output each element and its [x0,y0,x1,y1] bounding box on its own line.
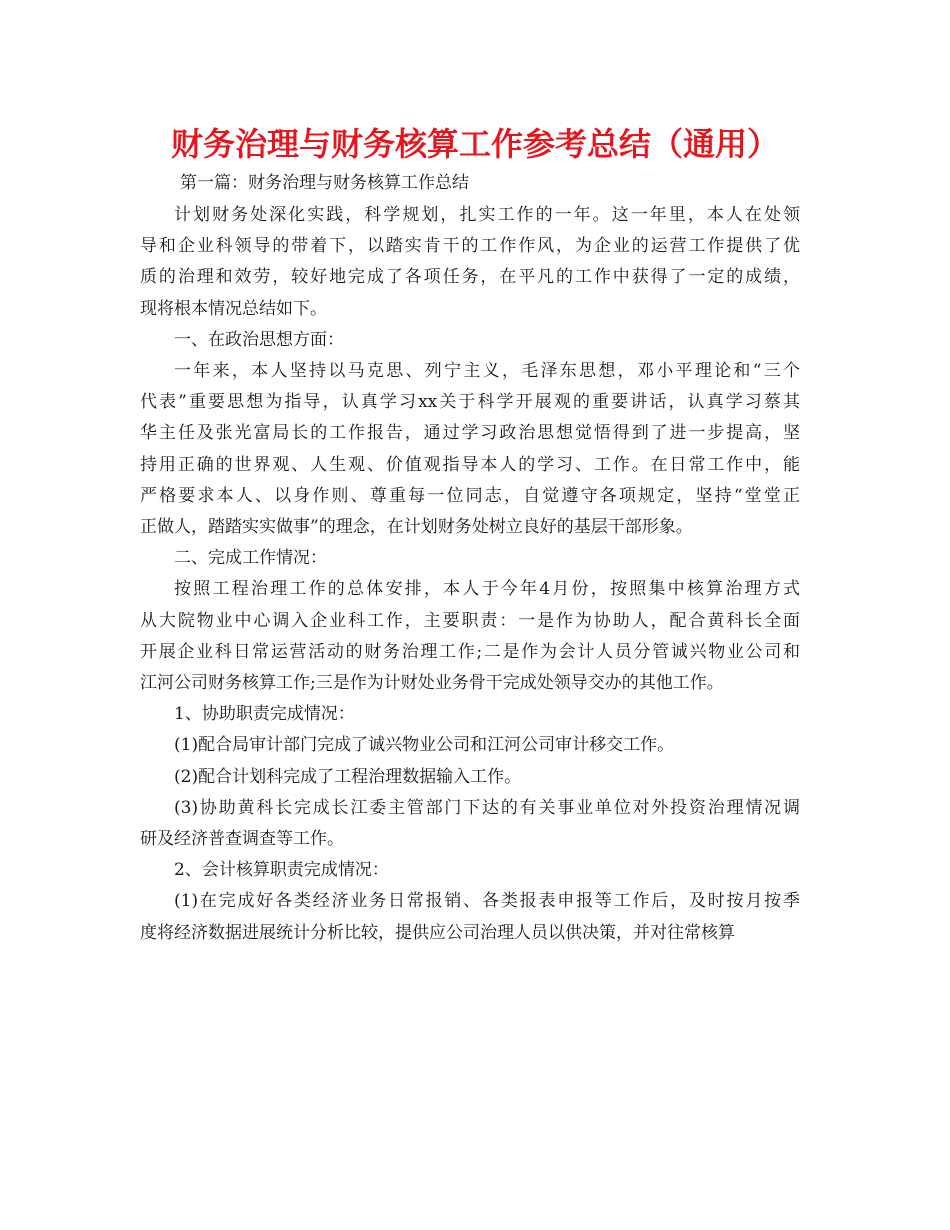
document-title: 财务治理与财务核算工作参考总结（通用） [170,125,779,163]
paragraph [140,543,800,574]
document-subtitle: 第一篇：财务治理与财务核算工作总结 [180,173,469,193]
paragraph-line: 1、协助职责完成情况： [174,704,355,725]
paragraph-line: (1)配合局审计部门完成了诚兴物业公司和江河公司审计移交工作。 [174,735,675,756]
paragraph [140,699,800,730]
paragraph [140,730,800,761]
paragraph-line: 华主任及张光富局长的工作报告，通过学习政治思想觉悟得到了进一步提高，坚 [140,423,800,444]
paragraph [140,762,800,793]
paragraph-line: 导和企业科领导的带着下，以踏实肯干的工作作风，为企业的运营工作提供了优 [140,236,800,257]
paragraph-line: 质的治理和效劳，较好地完成了各项任务，在平凡的工作中获得了一定的成绩， [140,267,800,288]
paragraph [140,200,800,325]
paragraph-line: (2)配合计划科完成了工程治理数据输入工作。 [174,766,522,787]
paragraph-line: 二、完成工作情况： [174,548,327,569]
paragraph-line: 代表”重要思想为指导，认真学习xx关于科学开展观的重要讲话，认真学习蔡其 [140,392,800,413]
paragraph-line: 开展企业科日常运营活动的财务治理工作;二是作为会计人员分管诚兴物业公司和 [140,641,800,662]
paragraph-line: 2、会计核算职责完成情况： [174,860,389,881]
paragraph-line: 严格要求本人、以身作则、尊重每一位同志，自觉遵守各项规定，坚持“堂堂正 [140,485,800,506]
paragraph-line: 正做人，踏踏实实做事”的理念，在计划财务处树立良好的基层干部形象。 [140,517,693,538]
paragraph [140,325,800,356]
paragraph-line: 江河公司财务核算工作;三是作为计财处业务骨干完成处领导交办的其他工作。 [140,673,724,694]
paragraph-line: 计划财务处深化实践，科学规划，扎实工作的一年。这一年里，本人在处领 [174,205,800,225]
paragraph [140,886,800,948]
document-body [140,200,800,949]
paragraph-line: 现将根本情况总结如下。 [140,298,327,319]
paragraph [140,574,800,699]
paragraph-line: 一年来，本人坚持以马克思、列宁主义，毛泽东思想，邓小平理论和“三个 [174,361,800,382]
paragraph-line: 一、在政治思想方面： [174,329,344,350]
paragraph-line: (3)协助黄科长完成长江委主管部门下达的有关事业单位对外投资治理情况调 [174,797,800,818]
paragraph-line: 持用正确的世界观、人生观、价值观指导本人的学习、工作。在日常工作中，能 [140,454,800,475]
paragraph-line: 从大院物业中心调入企业科工作，主要职责：一是作为协助人，配合黄科长全面 [140,610,800,631]
paragraph-line: (1)在完成好各类经济业务日常报销、各类报表申报等工作后，及时按月按季 [174,891,800,912]
paragraph [140,356,800,543]
paragraph-line: 研及经济普查调查等工作。 [140,829,344,850]
paragraph [140,793,800,855]
paragraph-line: 度将经济数据进展统计分析比较，提供应公司治理人员以供决策，并对往常核算 [140,922,735,943]
paragraph [140,855,800,886]
paragraph-line: 按照工程治理工作的总体安排，本人于今年4月份，按照集中核算治理方式 [174,579,800,600]
